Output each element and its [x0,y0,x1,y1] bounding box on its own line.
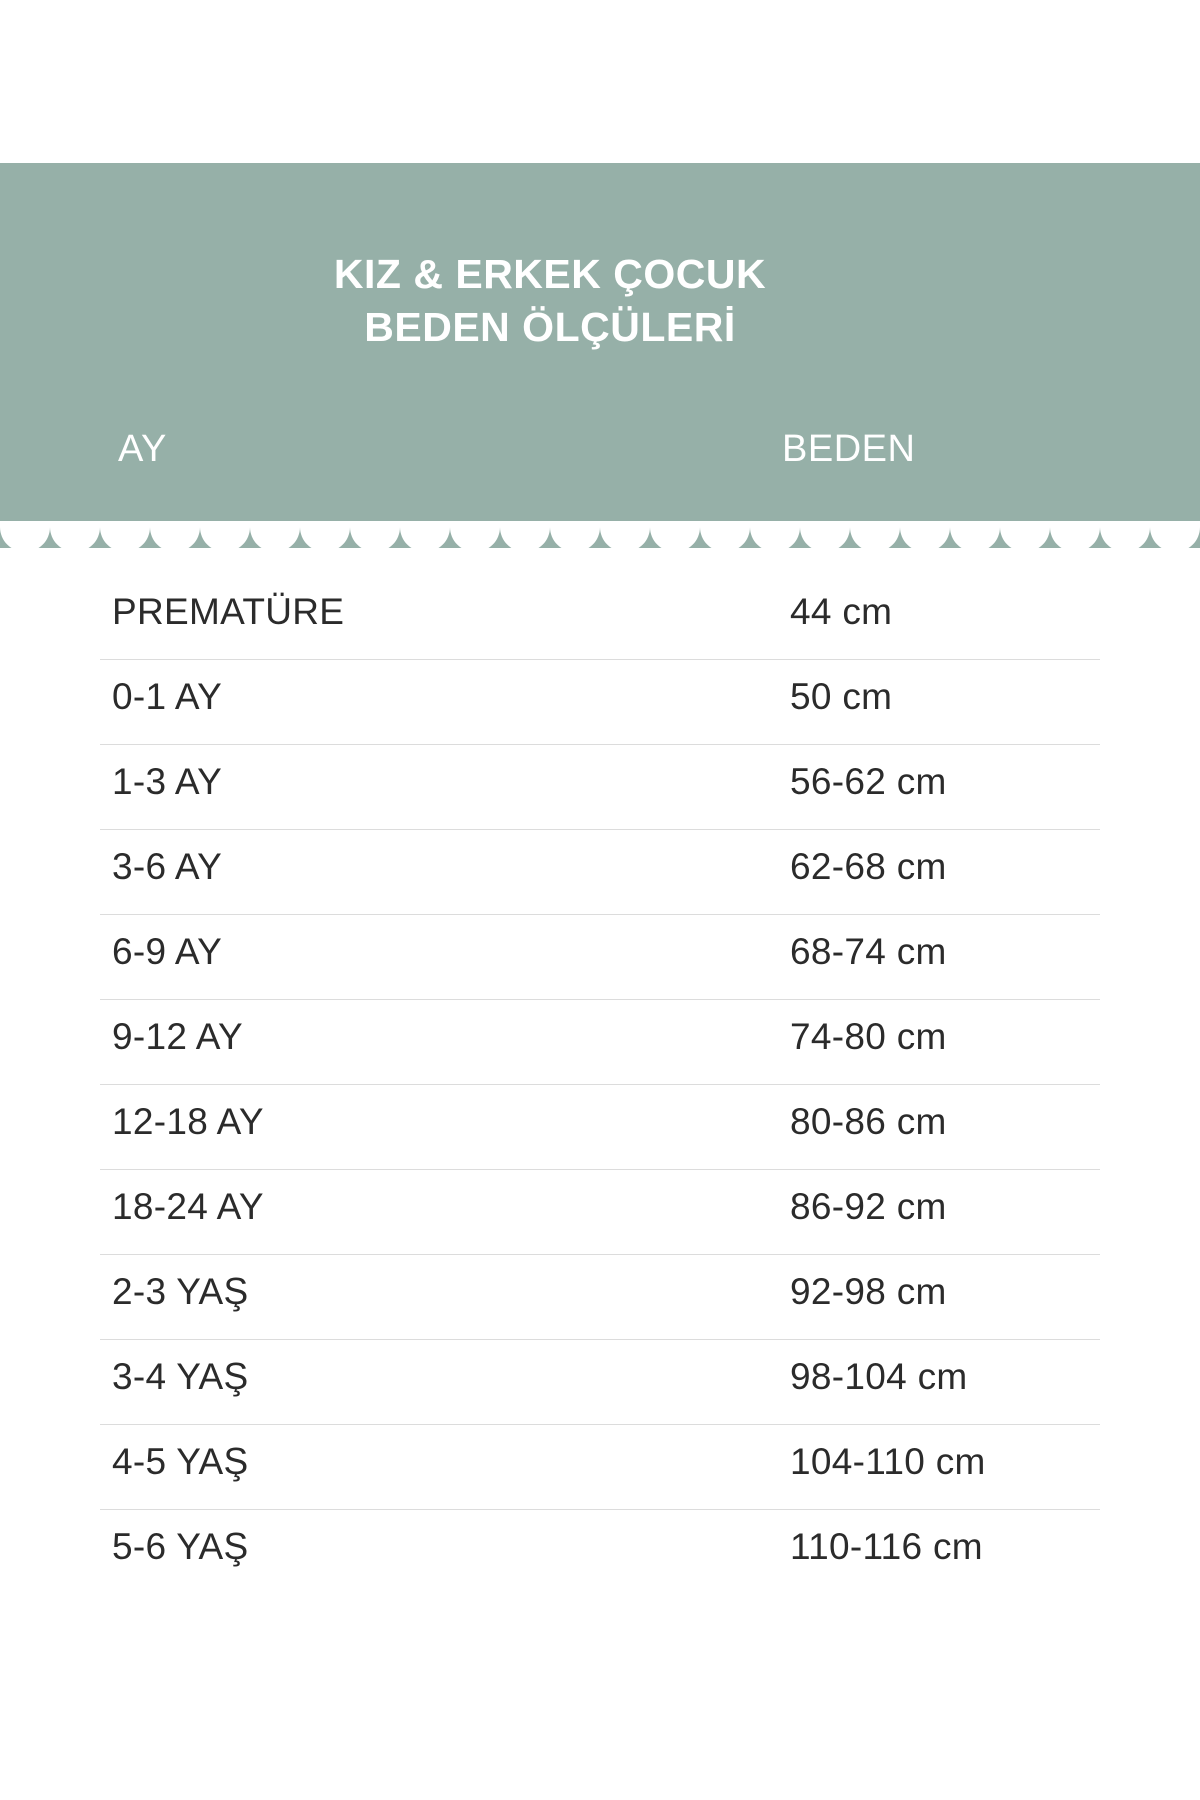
cell-age: 9-12 AY [112,1016,244,1057]
cell-age: 2-3 YAŞ [112,1271,249,1312]
cell-age: 0-1 AY [112,676,223,717]
column-header-size: BEDEN [782,428,916,470]
table-row [100,745,1100,830]
table-row [100,830,1100,915]
table-row [100,1340,1100,1425]
cell-age: 18-24 AY [112,1186,264,1227]
cell-age: PREMATÜRE [112,591,345,632]
cell-age: 12-18 AY [112,1101,264,1142]
cell-size: 50 cm [790,676,893,717]
cell-size: 92-98 cm [790,1271,947,1312]
size-table [100,575,1100,1594]
table-row [100,1510,1100,1594]
cell-age: 3-4 YAŞ [112,1356,249,1397]
scalloped-divider [0,521,1200,555]
table-row [100,1255,1100,1340]
table-row [100,1425,1100,1510]
cell-size: 104-110 cm [790,1441,986,1482]
header-panel [0,163,1200,548]
cell-size: 86-92 cm [790,1186,947,1227]
table-row [100,1085,1100,1170]
table-row [100,915,1100,1000]
column-header-age: AY [118,428,167,470]
page-title-line-2: BEDEN ÖLÇÜLERİ [364,304,736,351]
cell-age: 1-3 AY [112,761,223,802]
table-row [100,660,1100,745]
table-row [100,1170,1100,1255]
table-row [100,575,1100,660]
cell-size: 80-86 cm [790,1101,947,1142]
cell-size: 44 cm [790,591,893,632]
cell-age: 5-6 YAŞ [112,1526,249,1567]
cell-size: 68-74 cm [790,931,947,972]
cell-size: 56-62 cm [790,761,947,802]
table-header-row [0,428,1200,490]
page-title [0,248,1100,355]
cell-age: 6-9 AY [112,931,223,972]
page-title-line-1: KIZ & ERKEK ÇOCUK [333,251,767,297]
cell-size: 62-68 cm [790,846,947,887]
cell-age: 4-5 YAŞ [112,1441,249,1482]
cell-size: 98-104 cm [790,1356,968,1397]
cell-size: 110-116 cm [790,1526,983,1567]
table-row [100,1000,1100,1085]
cell-size: 74-80 cm [790,1016,947,1057]
cell-age: 3-6 AY [112,846,223,887]
